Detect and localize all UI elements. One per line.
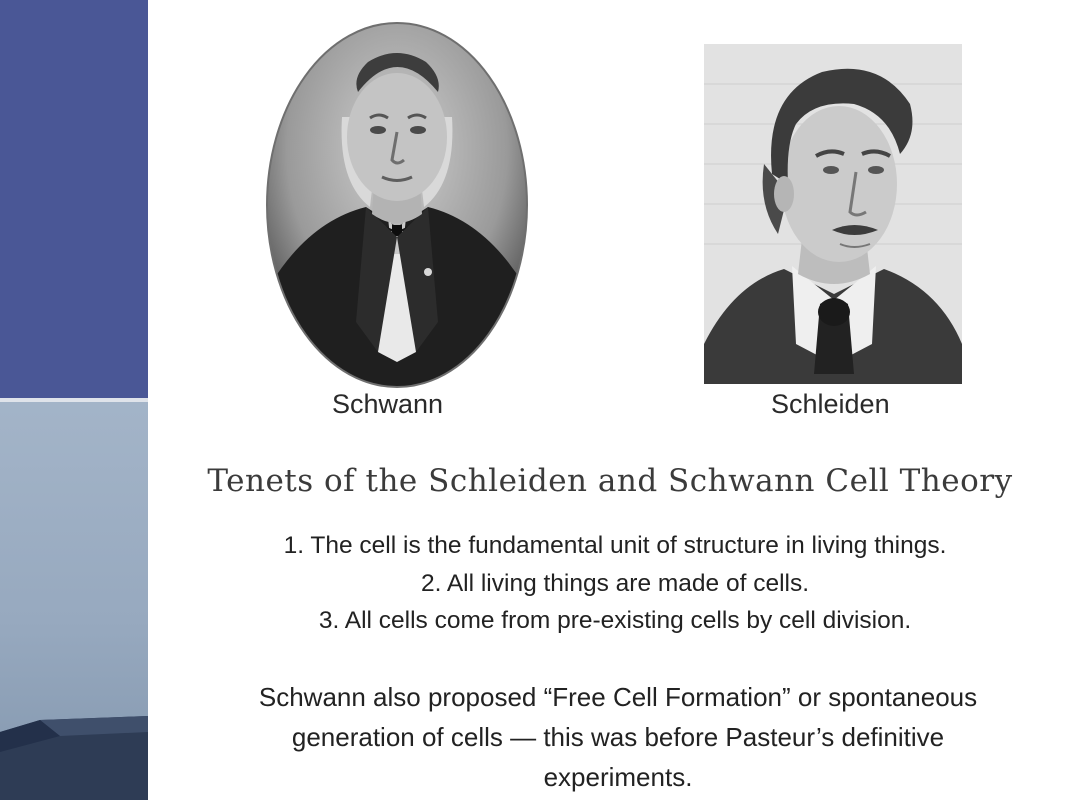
- building-silhouette-graphic: [0, 402, 148, 800]
- side-decoration-bar: [0, 0, 148, 800]
- note-line: Schwann also proposed “Free Cell Formation” or spontaneous: [258, 682, 978, 712]
- tenet-item: 2. All living things are made of cells.: [420, 569, 810, 597]
- historical-note: [160, 677, 1066, 797]
- side-bar-top-block: [0, 0, 148, 398]
- note-line: generation of cells — this was before Pasteur’s definitive: [291, 722, 945, 752]
- slide-title: Tenets of the Schleiden and Schwann Cell Theory: [207, 463, 1013, 499]
- schleiden-portrait-image: [704, 44, 962, 384]
- schleiden-caption: Schleiden: [771, 389, 890, 419]
- tenets-list: [160, 527, 1066, 640]
- tenet-item: 1. The cell is the fundamental unit of structure in living things.: [283, 532, 947, 559]
- schwann-caption: Schwann: [332, 389, 444, 419]
- schwann-portrait-image: [266, 22, 528, 388]
- tenet-item: 3. All cells come from pre-existing cells by cell division.: [318, 607, 912, 634]
- side-bar-bottom-block: [0, 402, 148, 800]
- note-line: experiments.: [543, 762, 693, 792]
